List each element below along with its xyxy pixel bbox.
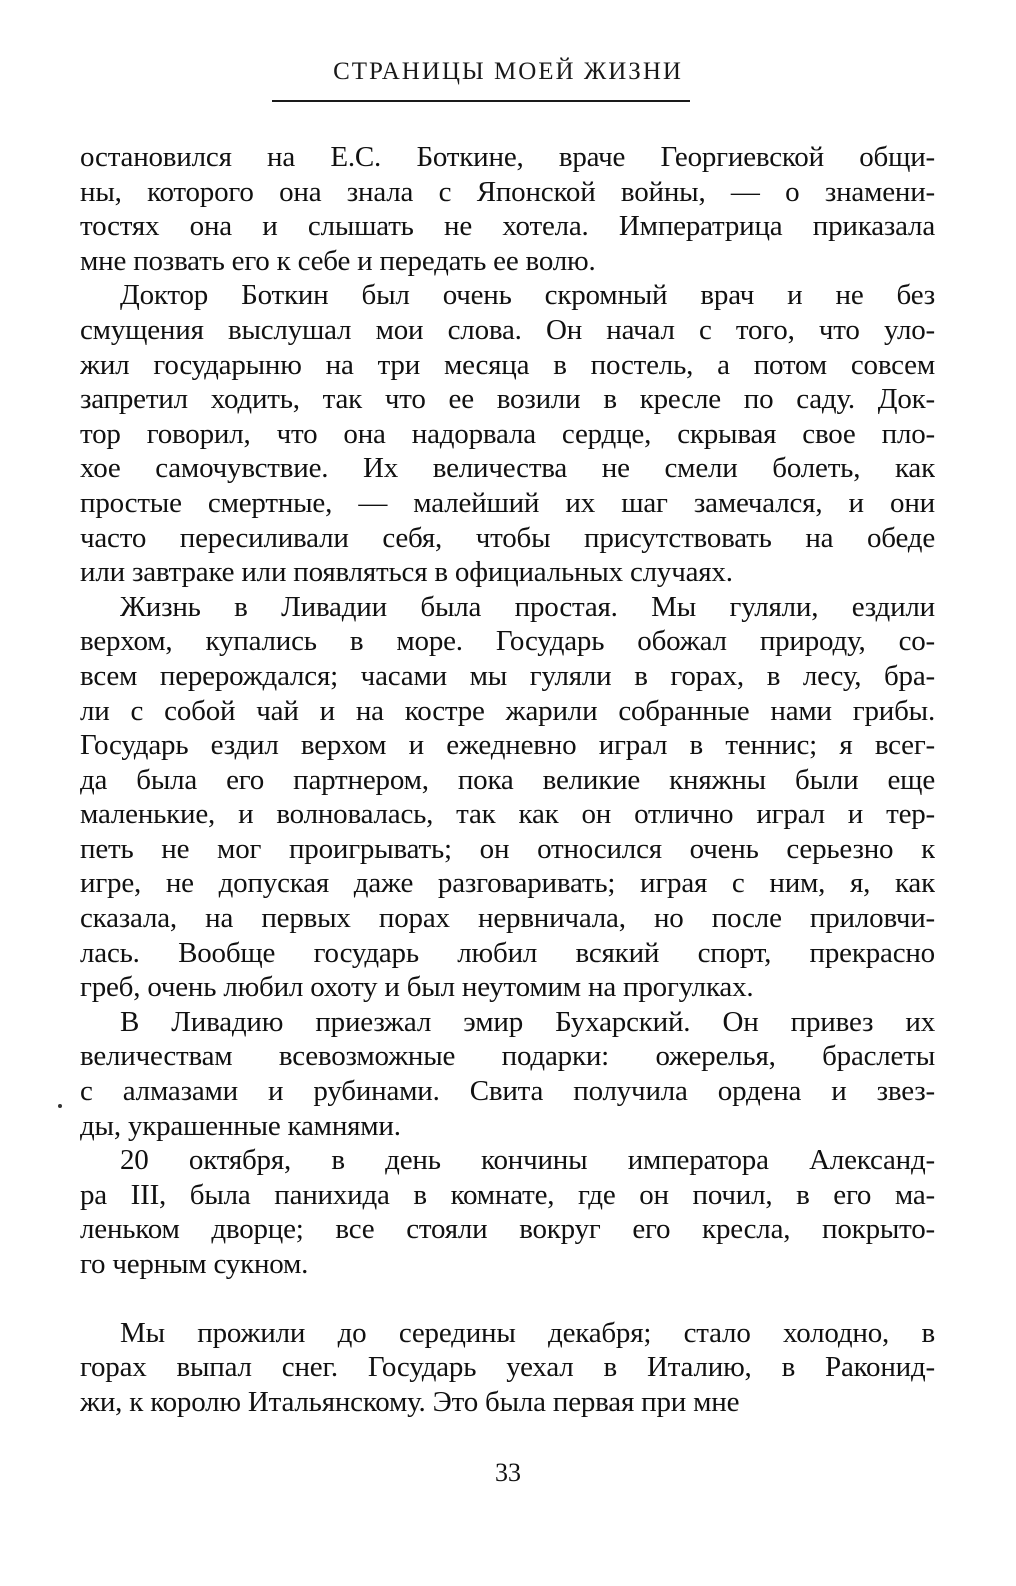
- body-text: [80, 140, 935, 1419]
- text-line: ды, украшенные камнями.: [80, 1109, 401, 1142]
- text-line: простые смертные, — малейший их шаг замечался, и они: [80, 486, 935, 519]
- header-rule: [272, 100, 690, 102]
- text-line: или завтраке или появляться в официальных случаях.: [80, 556, 733, 589]
- margin-mark: [58, 1104, 62, 1108]
- text-line: тор говорил, что она надорвала сердце, скрывая свое пло-: [80, 417, 935, 450]
- text-line: запретил ходить, так что ее возили в кресле по саду. Док-: [80, 383, 935, 416]
- text-line: В Ливадию приезжал эмир Бухарский. Он привез их: [120, 1005, 935, 1038]
- text-line: смущения выслушал мои слова. Он начал с того, что уло-: [80, 313, 935, 346]
- text-line: хое самочувствие. Их величества не смели болеть, как: [80, 452, 935, 485]
- text-line: петь не мог проигрывать; он относился очень серьезно к: [80, 832, 935, 865]
- text-line: да была его партнером, пока великие княжны были еще: [80, 763, 935, 796]
- running-title: СТРАНИЦЫ МОЕЙ ЖИЗНИ: [333, 58, 683, 85]
- text-line: часто пересиливали себя, чтобы присутствовать на обеде: [80, 521, 935, 554]
- text-line: Мы прожили до середины декабря; стало холодно, в: [120, 1316, 935, 1349]
- paragraph: [80, 590, 935, 1005]
- page-number: 33: [495, 1458, 521, 1487]
- text-line: остановился на Е.С. Боткине, враче Георгиевской общи-: [80, 141, 935, 173]
- text-line: леньком дворце; все стояли вокруг его кресла, покрыто-: [80, 1213, 935, 1246]
- paragraph: [80, 1316, 935, 1420]
- text-line: жил государыню на три месяца в постель, а потом совсем: [80, 348, 935, 381]
- text-line: греб, очень любил охоту и был неутомим на прогулках.: [80, 971, 754, 1004]
- text-line: го черным сукном.: [80, 1248, 309, 1280]
- paragraph: [80, 140, 935, 278]
- paragraph: [80, 1143, 935, 1281]
- text-line: мне позвать его к себе и передать ее волю.: [80, 244, 596, 277]
- text-line: Доктор Боткин был очень скромный врач и не без: [120, 279, 935, 312]
- text-line: горах выпал снег. Государь уехал в Италию, в Раконид-: [80, 1351, 935, 1384]
- text-line: величествам всевозможные подарки: ожерелья, браслеты: [80, 1040, 935, 1073]
- text-line: игре, не допуская даже разговаривать; играя с ним, я, как: [80, 867, 935, 900]
- text-line: сказала, на первых порах нервничала, но после приловчи-: [80, 902, 935, 935]
- paragraph: [80, 1005, 935, 1143]
- text-line: жи, к королю Итальянскому. Это была первая при мне: [80, 1385, 740, 1418]
- text-line: маленькие, и волновалась, так как он отлично играл и тер-: [80, 798, 935, 831]
- text-line: ны, которого она знала с Японской войны, — о знамени-: [80, 175, 935, 208]
- section-gap: [80, 1282, 935, 1316]
- paragraph: [80, 278, 935, 589]
- text-line: тостях она и слышать не хотела. Императрица приказала: [80, 210, 935, 243]
- text-line: с алмазами и рубинами. Свита получила ордена и звез-: [80, 1075, 935, 1108]
- text-line: Государь ездил верхом и ежедневно играл в теннис; я всег-: [80, 729, 935, 762]
- text-line: Жизнь в Ливадии была простая. Мы гуляли, ездили: [120, 590, 935, 623]
- text-line: лась. Вообще государь любил всякий спорт, прекрасно: [80, 936, 935, 969]
- text-line: всем перерождался; часами мы гуляли в горах, в лесу, бра-: [80, 659, 935, 692]
- text-line: 20 октября, в день кончины императора Александ-: [120, 1144, 935, 1177]
- text-line: ра III, была панихида в комнате, где он почил, в его ма-: [80, 1178, 935, 1211]
- text-line: верхом, купались в море. Государь обожал природу, со-: [80, 625, 935, 658]
- text-line: ли с собой чай и на костре жарили собранные нами грибы.: [80, 694, 935, 727]
